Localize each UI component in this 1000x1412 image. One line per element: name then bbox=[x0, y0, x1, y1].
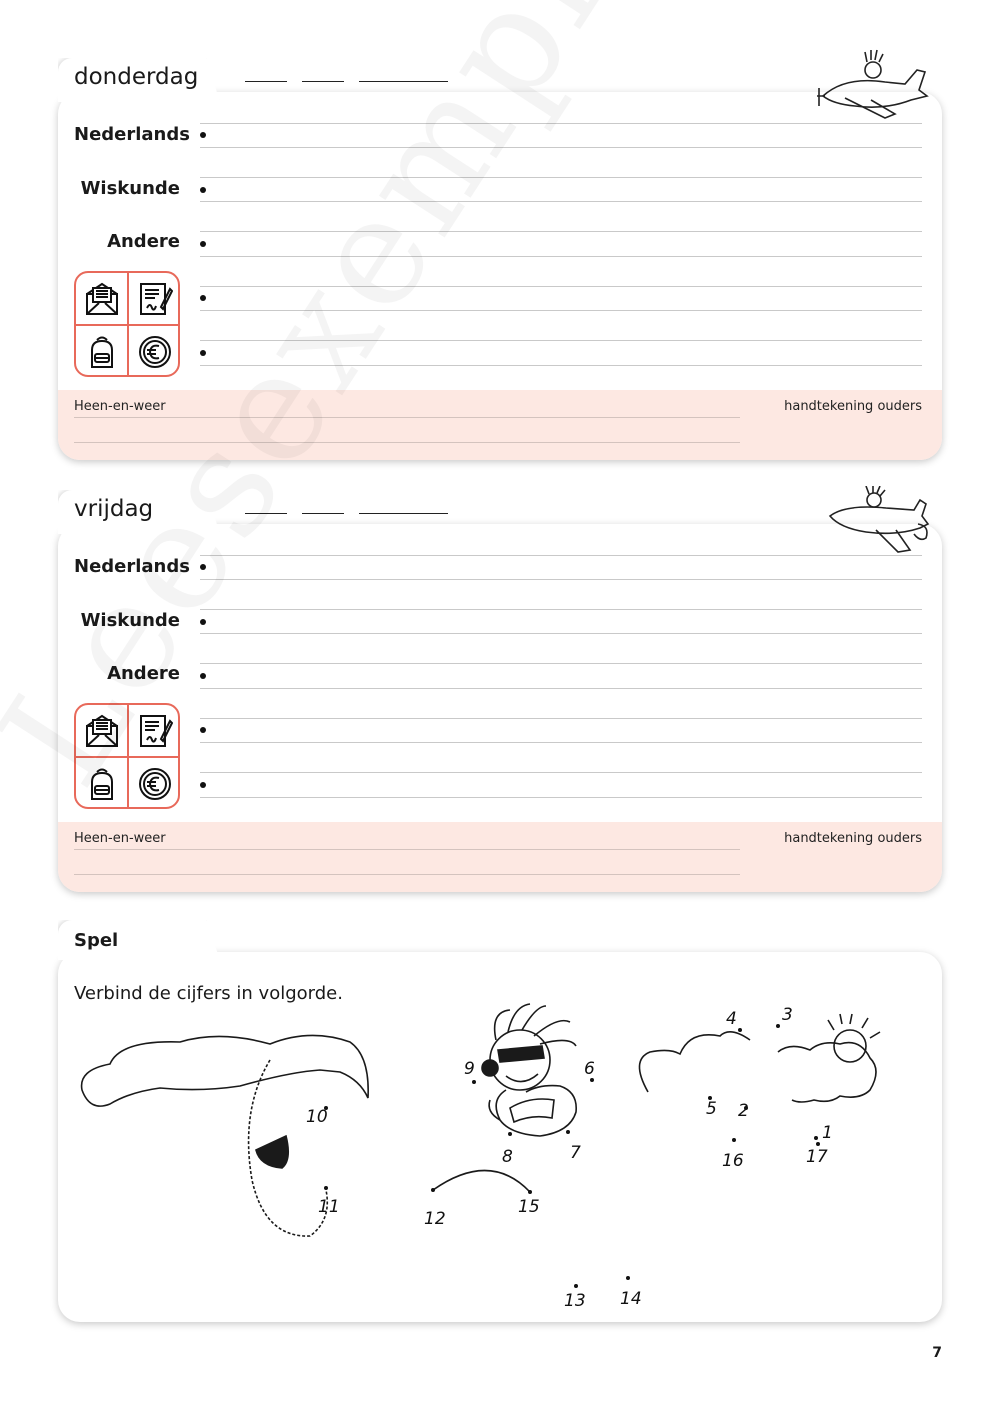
writing-line[interactable] bbox=[200, 340, 922, 341]
dot-number-5: 5 bbox=[706, 1099, 717, 1119]
heen-en-weer-line[interactable] bbox=[74, 849, 740, 850]
envelope-icon bbox=[84, 281, 120, 317]
dot-number-8: 8 bbox=[502, 1147, 513, 1167]
dot-number-9: 9 bbox=[464, 1059, 475, 1079]
spel-instruction: Verbind de cijfers in volgorde. bbox=[74, 983, 343, 1004]
bullet bbox=[200, 187, 206, 193]
bullet bbox=[200, 564, 206, 570]
writing-line[interactable] bbox=[200, 718, 922, 719]
dot-number-13: 13 bbox=[564, 1291, 586, 1311]
dot-number-14: 14 bbox=[620, 1289, 642, 1309]
writing-line[interactable] bbox=[200, 772, 922, 773]
cloud-left-outline bbox=[82, 1035, 369, 1106]
subject-label-nederlands: Nederlands bbox=[74, 556, 190, 577]
connect-dots-drawing[interactable] bbox=[70, 1000, 930, 1330]
cloud-right-outline bbox=[778, 1043, 876, 1102]
subject-label-andere: Andere bbox=[107, 231, 180, 252]
dot-number-15: 15 bbox=[518, 1197, 540, 1217]
writing-line[interactable] bbox=[200, 147, 922, 148]
writing-line[interactable] bbox=[200, 555, 922, 556]
backpack-icon bbox=[84, 334, 120, 370]
bullet bbox=[200, 295, 206, 301]
bullet bbox=[200, 132, 206, 138]
envelope-icon bbox=[84, 713, 120, 749]
date-field-month[interactable] bbox=[302, 513, 344, 514]
bullet bbox=[200, 350, 206, 356]
dot-number-7: 7 bbox=[570, 1143, 581, 1163]
footer-handtekening-ouders: handtekening ouders bbox=[784, 831, 922, 846]
signed-document-icon bbox=[137, 281, 173, 317]
writing-line[interactable] bbox=[200, 365, 922, 366]
writing-line[interactable] bbox=[200, 688, 922, 689]
arc-12-15 bbox=[433, 1170, 530, 1192]
dot-number-11: 11 bbox=[318, 1197, 340, 1217]
bullet bbox=[200, 241, 206, 247]
footer-handtekening-ouders: handtekening ouders bbox=[784, 399, 922, 414]
date-field-year[interactable] bbox=[359, 513, 448, 514]
day-title: donderdag bbox=[74, 64, 199, 90]
dot-number-17: 17 bbox=[806, 1147, 828, 1167]
sun-icon bbox=[828, 1014, 880, 1062]
writing-line[interactable] bbox=[200, 797, 922, 798]
character-drawing bbox=[482, 1004, 576, 1136]
heen-en-weer-line[interactable] bbox=[74, 874, 740, 875]
bullet bbox=[200, 673, 206, 679]
day-title: vrijdag bbox=[74, 496, 154, 522]
icon-grid bbox=[74, 271, 180, 377]
writing-line[interactable] bbox=[200, 663, 922, 664]
writing-line[interactable] bbox=[200, 177, 922, 178]
page-number: 7 bbox=[932, 1345, 942, 1361]
writing-line[interactable] bbox=[200, 609, 922, 610]
heen-en-weer-line[interactable] bbox=[74, 442, 740, 443]
spel-title: Spel bbox=[74, 930, 119, 951]
dot-number-3: 3 bbox=[782, 1005, 793, 1025]
writing-line[interactable] bbox=[200, 286, 922, 287]
heen-en-weer-line[interactable] bbox=[74, 417, 740, 418]
writing-line[interactable] bbox=[200, 310, 922, 311]
subject-label-wiskunde: Wiskunde bbox=[80, 178, 180, 199]
cloud-middle-outline bbox=[639, 1032, 750, 1092]
writing-line[interactable] bbox=[200, 256, 922, 257]
bullet bbox=[200, 727, 206, 733]
plane-doodle-icon bbox=[815, 48, 935, 128]
date-field-day[interactable] bbox=[245, 81, 287, 82]
euro-coin-icon bbox=[137, 334, 173, 370]
dot-number-4: 4 bbox=[726, 1009, 737, 1029]
subject-label-nederlands: Nederlands bbox=[74, 124, 190, 145]
dot-number-10: 10 bbox=[306, 1107, 328, 1127]
dot-number-16: 16 bbox=[722, 1151, 744, 1171]
footer-heen-en-weer: Heen-en-weer bbox=[74, 399, 166, 414]
writing-line[interactable] bbox=[200, 123, 922, 124]
signed-document-icon bbox=[137, 713, 173, 749]
bullet bbox=[200, 619, 206, 625]
bullet bbox=[200, 782, 206, 788]
icon-grid bbox=[74, 703, 180, 809]
dot-number-1: 1 bbox=[822, 1123, 833, 1143]
backpack-icon bbox=[84, 766, 120, 802]
date-field-day[interactable] bbox=[245, 513, 287, 514]
writing-line[interactable] bbox=[200, 201, 922, 202]
writing-line[interactable] bbox=[200, 633, 922, 634]
writing-line[interactable] bbox=[200, 579, 922, 580]
dot-number-6: 6 bbox=[584, 1059, 595, 1079]
writing-line[interactable] bbox=[200, 742, 922, 743]
subject-label-andere: Andere bbox=[107, 663, 180, 684]
footer-heen-en-weer: Heen-en-weer bbox=[74, 831, 166, 846]
writing-line[interactable] bbox=[200, 231, 922, 232]
date-field-year[interactable] bbox=[359, 81, 448, 82]
dot-number-12: 12 bbox=[424, 1209, 446, 1229]
dot-number-2: 2 bbox=[738, 1101, 749, 1121]
rocket-doodle-icon bbox=[826, 486, 936, 558]
euro-coin-icon bbox=[137, 766, 173, 802]
subject-label-wiskunde: Wiskunde bbox=[80, 610, 180, 631]
date-field-month[interactable] bbox=[302, 81, 344, 82]
beak-shape bbox=[256, 1136, 288, 1168]
